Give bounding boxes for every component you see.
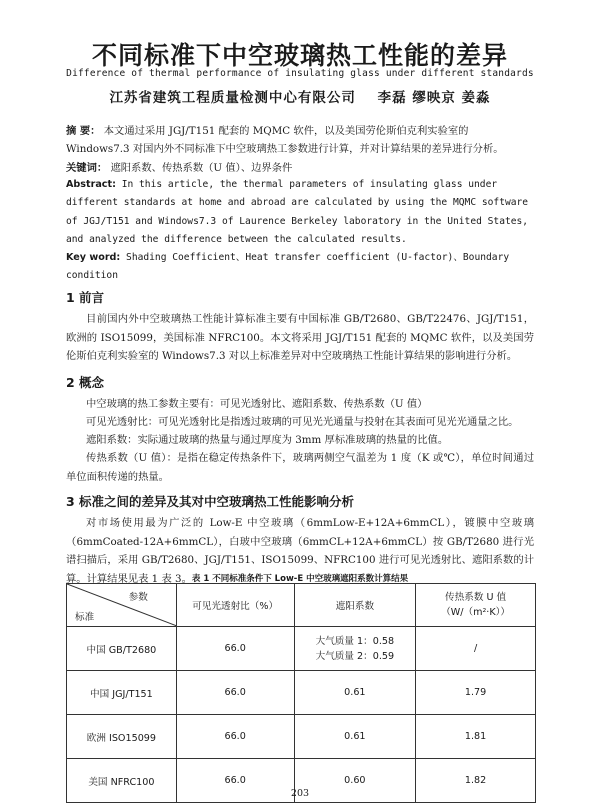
abstract-en-text: In this article, the thermal parameters of insulating glass under different standards at home and abroad are calculated by using the MQMC software of JGJ/T151 and Windows7.3 of Laurence Berkeley laboratory in the United States, and analyzed the difference between the calculated results.	[66, 179, 529, 245]
table-row	[67, 671, 536, 715]
keywords-en-text: Shading Coefficient、Heat transfer coefficient (U-factor)、Boundary condition	[66, 252, 510, 282]
page-number: 203	[290, 788, 310, 799]
author-names: 李磊 缪映京 姜淼	[377, 90, 491, 106]
cell-sc-line: 大气质量 1：0.58	[315, 635, 395, 647]
paper-title: 不同标准下中空玻璃热工性能的差异	[91, 41, 508, 70]
section-2-paragraph-4: 传热系数（U 值）：是指在稳定传热条件下，玻璃两侧空气温差为 1 度（K 或℃），单位时间通过单位面积传递的热量。	[66, 452, 534, 483]
header-u-line1: 传热系数 U 值	[445, 592, 507, 603]
keywords-en-label: Key word:	[66, 252, 121, 264]
table-corner-cell	[67, 584, 177, 627]
cell-standard: 欧洲 ISO15099	[67, 715, 177, 759]
header-vt: 可见光透射比（%）	[176, 584, 294, 627]
table-header-row	[67, 584, 536, 627]
cell-u: 1.82	[416, 759, 536, 803]
author-line	[0, 86, 600, 106]
section-1-paragraph: 目前国内外中空玻璃热工性能计算标准主要有中国标准 GB/T2680、GB/T22476、JGJ/T151，欧洲的 ISO15099，美国标准 NFRC100。本文将采用 JGJ/T151 配套的 MQMC 软件，以及美国劳伦斯伯克利实验室的 Windows7.3 对以上标准差异对中空玻璃热工性能计算结果的影响进行分析。	[66, 313, 534, 362]
header-u-line2: （W/（m²·K））	[441, 607, 511, 618]
corner-label-standard: 标准	[75, 612, 95, 623]
cell-sc-line: 大气质量 2：0.59	[315, 650, 395, 662]
results-table	[66, 583, 536, 803]
cell-vt: 66.0	[176, 627, 294, 671]
section-2-paragraph-3: 遮阳系数：实际通过玻璃的热量与通过厚度为 3mm 厚标准玻璃的热量的比值。	[86, 434, 449, 446]
cell-vt: 66.0	[176, 715, 294, 759]
abstract-chinese	[66, 122, 534, 177]
cell-vt: 66.0	[176, 671, 294, 715]
cell-u: 1.81	[416, 715, 536, 759]
cell-sc	[294, 627, 416, 671]
section-2-paragraph-2: 可见光透射比：可见光透射比是指透过玻璃的可见光光通量与投射在其表面可见光光通量之比。	[86, 416, 519, 428]
cell-u: 1.79	[416, 671, 536, 715]
table-row	[67, 627, 536, 671]
cell-standard: 中国 GB/T2680	[67, 627, 177, 671]
section-3-paragraph: 对市场使用最为广泛的 Low-E 中空玻璃（6mmLow-E+12A+6mmCL），镀膜中空玻璃（6mmCoated-12A+6mmCL），白玻中空玻璃（6mmCL+12A+6mmCL）按 GB/T2680 进行光谱扫描后，采用 GB/T2680、JGJ/T151、ISO15099、NFRC100 进行可见光透射比、遮阳系数的计算。计算结果见表 1 表 3。	[66, 517, 534, 585]
header-sc: 遮阳系数	[294, 584, 416, 627]
keywords-label: 关键词：	[66, 161, 108, 174]
section-heading-2: 2 概念	[66, 375, 105, 390]
header-u	[416, 584, 536, 627]
abstract-english	[66, 176, 534, 286]
cell-sc: 0.60	[294, 759, 416, 803]
cell-sc: 0.61	[294, 671, 416, 715]
section-heading-1: 1 前言	[66, 290, 105, 305]
cell-u: /	[416, 627, 536, 671]
section-heading-3: 3 标准之间的差异及其对中空玻璃热工性能影响分析	[66, 494, 355, 509]
author-affiliation: 江苏省建筑工程质量检测中心有限公司	[109, 90, 356, 106]
paper-english-title: Difference of thermal performance of insulating glass under different standards	[66, 68, 534, 79]
cell-vt: 66.0	[176, 759, 294, 803]
keywords-text: 遮阳系数、传热系数（U 值）、边界条件	[110, 161, 293, 174]
abstract-text: 本文通过采用 JGJ/T151 配套的 MQMC 软件，以及美国劳伦斯伯克利实验室的 Windows7.3 对国内外不同标准下中空玻璃热工参数进行计算，并对计算结果的差异进行分析。	[66, 125, 504, 156]
table-caption: 表 1 不同标准条件下 Low-E 中空玻璃遮阳系数计算结果	[191, 574, 409, 584]
section-2-paragraph-1: 中空玻璃的热工参数主要有：可见光透射比、遮阳系数、传热系数（U 值）	[86, 398, 428, 410]
cell-standard: 美国 NFRC100	[67, 759, 177, 803]
table-row	[67, 715, 536, 759]
abstract-en-label: Abstract:	[66, 179, 116, 190]
cell-sc: 0.61	[294, 715, 416, 759]
corner-label-param: 参数	[128, 592, 148, 603]
cell-standard: 中国 JGJ/T151	[67, 671, 177, 715]
abstract-label: 摘 要：	[66, 125, 101, 137]
